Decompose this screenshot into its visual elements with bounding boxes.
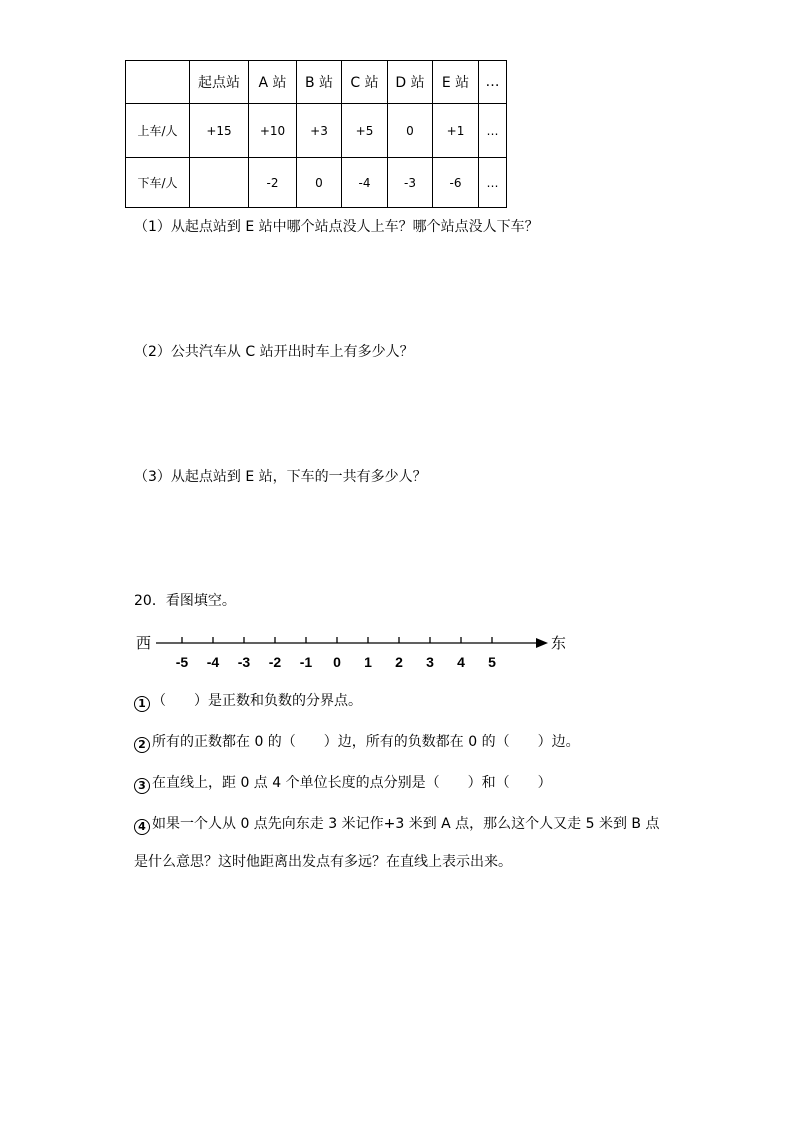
table-cell: +3 <box>297 104 342 158</box>
table-cell: -6 <box>433 158 479 208</box>
item-2-text: 所有的正数都在 0 的（ ）边，所有的负数都在 0 的（ ）边。 <box>152 734 580 750</box>
table-cell: -4 <box>342 158 388 208</box>
east-label: 东 <box>551 634 567 652</box>
tick-label: 0 <box>333 654 341 670</box>
table-cell: … <box>479 158 507 208</box>
table-header-cell: E 站 <box>433 61 479 104</box>
west-label: 西 <box>136 634 152 652</box>
item-3-text: 在直线上，距 0 点 4 个单位长度的点分别是（ ）和（ ） <box>152 775 552 791</box>
table-cell <box>190 158 249 208</box>
table-cell: +1 <box>433 104 479 158</box>
question-1: （1）从起点站到 E 站中哪个站点没人上车？哪个站点没人下车？ <box>134 219 539 235</box>
problem-20-heading: 20．看图填空。 <box>134 593 236 609</box>
tick-label: -4 <box>206 654 220 670</box>
table-cell: 0 <box>297 158 342 208</box>
table-cell: +15 <box>190 104 249 158</box>
item-2 <box>134 731 580 753</box>
tick-label: -2 <box>268 654 282 670</box>
tick-label: 1 <box>364 654 372 670</box>
tick-label: -3 <box>237 654 251 670</box>
table-cell: … <box>479 104 507 158</box>
item-1-text: （ ）是正数和负数的分界点。 <box>152 693 362 709</box>
row-label: 下车/人 <box>126 158 190 208</box>
table-header-cell: D 站 <box>388 61 433 104</box>
table-header-cell <box>126 61 190 104</box>
item-4-continuation: 是什么意思？这时他距离出发点有多远？在直线上表示出来。 <box>134 854 512 870</box>
question-2: （2）公共汽车从 C 站开出时车上有多少人？ <box>134 344 414 360</box>
table-row <box>126 158 507 208</box>
table-cell: -2 <box>249 158 297 208</box>
item-number-badge: 1 <box>134 696 150 712</box>
table-header-cell: B 站 <box>297 61 342 104</box>
row-label: 上车/人 <box>126 104 190 158</box>
table-cell: +5 <box>342 104 388 158</box>
table-cell: 0 <box>388 104 433 158</box>
item-3 <box>134 772 552 794</box>
bus-station-table <box>125 60 507 208</box>
item-number-badge: 3 <box>134 778 150 794</box>
tick-label: 3 <box>426 654 434 670</box>
table-header-cell: … <box>479 61 507 104</box>
table-cell: +10 <box>249 104 297 158</box>
item-number-badge: 4 <box>134 819 150 835</box>
question-3: （3）从起点站到 E 站，下车的一共有多少人？ <box>134 469 427 485</box>
table-header-cell: C 站 <box>342 61 388 104</box>
tick-group <box>176 637 496 670</box>
item-4 <box>134 813 660 835</box>
table-row <box>126 104 507 158</box>
arrow-head-icon <box>536 638 548 648</box>
tick-label: 2 <box>395 654 403 670</box>
table-cell: -3 <box>388 158 433 208</box>
tick-label: -5 <box>175 654 189 670</box>
item-number-badge: 2 <box>134 737 150 753</box>
number-line-svg <box>134 628 574 676</box>
tick-label: -1 <box>299 654 313 670</box>
item-4-text: 如果一个人从 0 点先向东走 3 米记作+3 米到 A 点，那么这个人又走 5 米到 B 点 <box>152 816 660 832</box>
table-header-cell: A 站 <box>249 61 297 104</box>
tick-label: 5 <box>488 654 496 670</box>
table-header-row <box>126 61 507 104</box>
number-line <box>134 628 574 676</box>
item-1 <box>134 690 362 712</box>
tick-label: 4 <box>457 654 465 670</box>
table-header-cell: 起点站 <box>190 61 249 104</box>
